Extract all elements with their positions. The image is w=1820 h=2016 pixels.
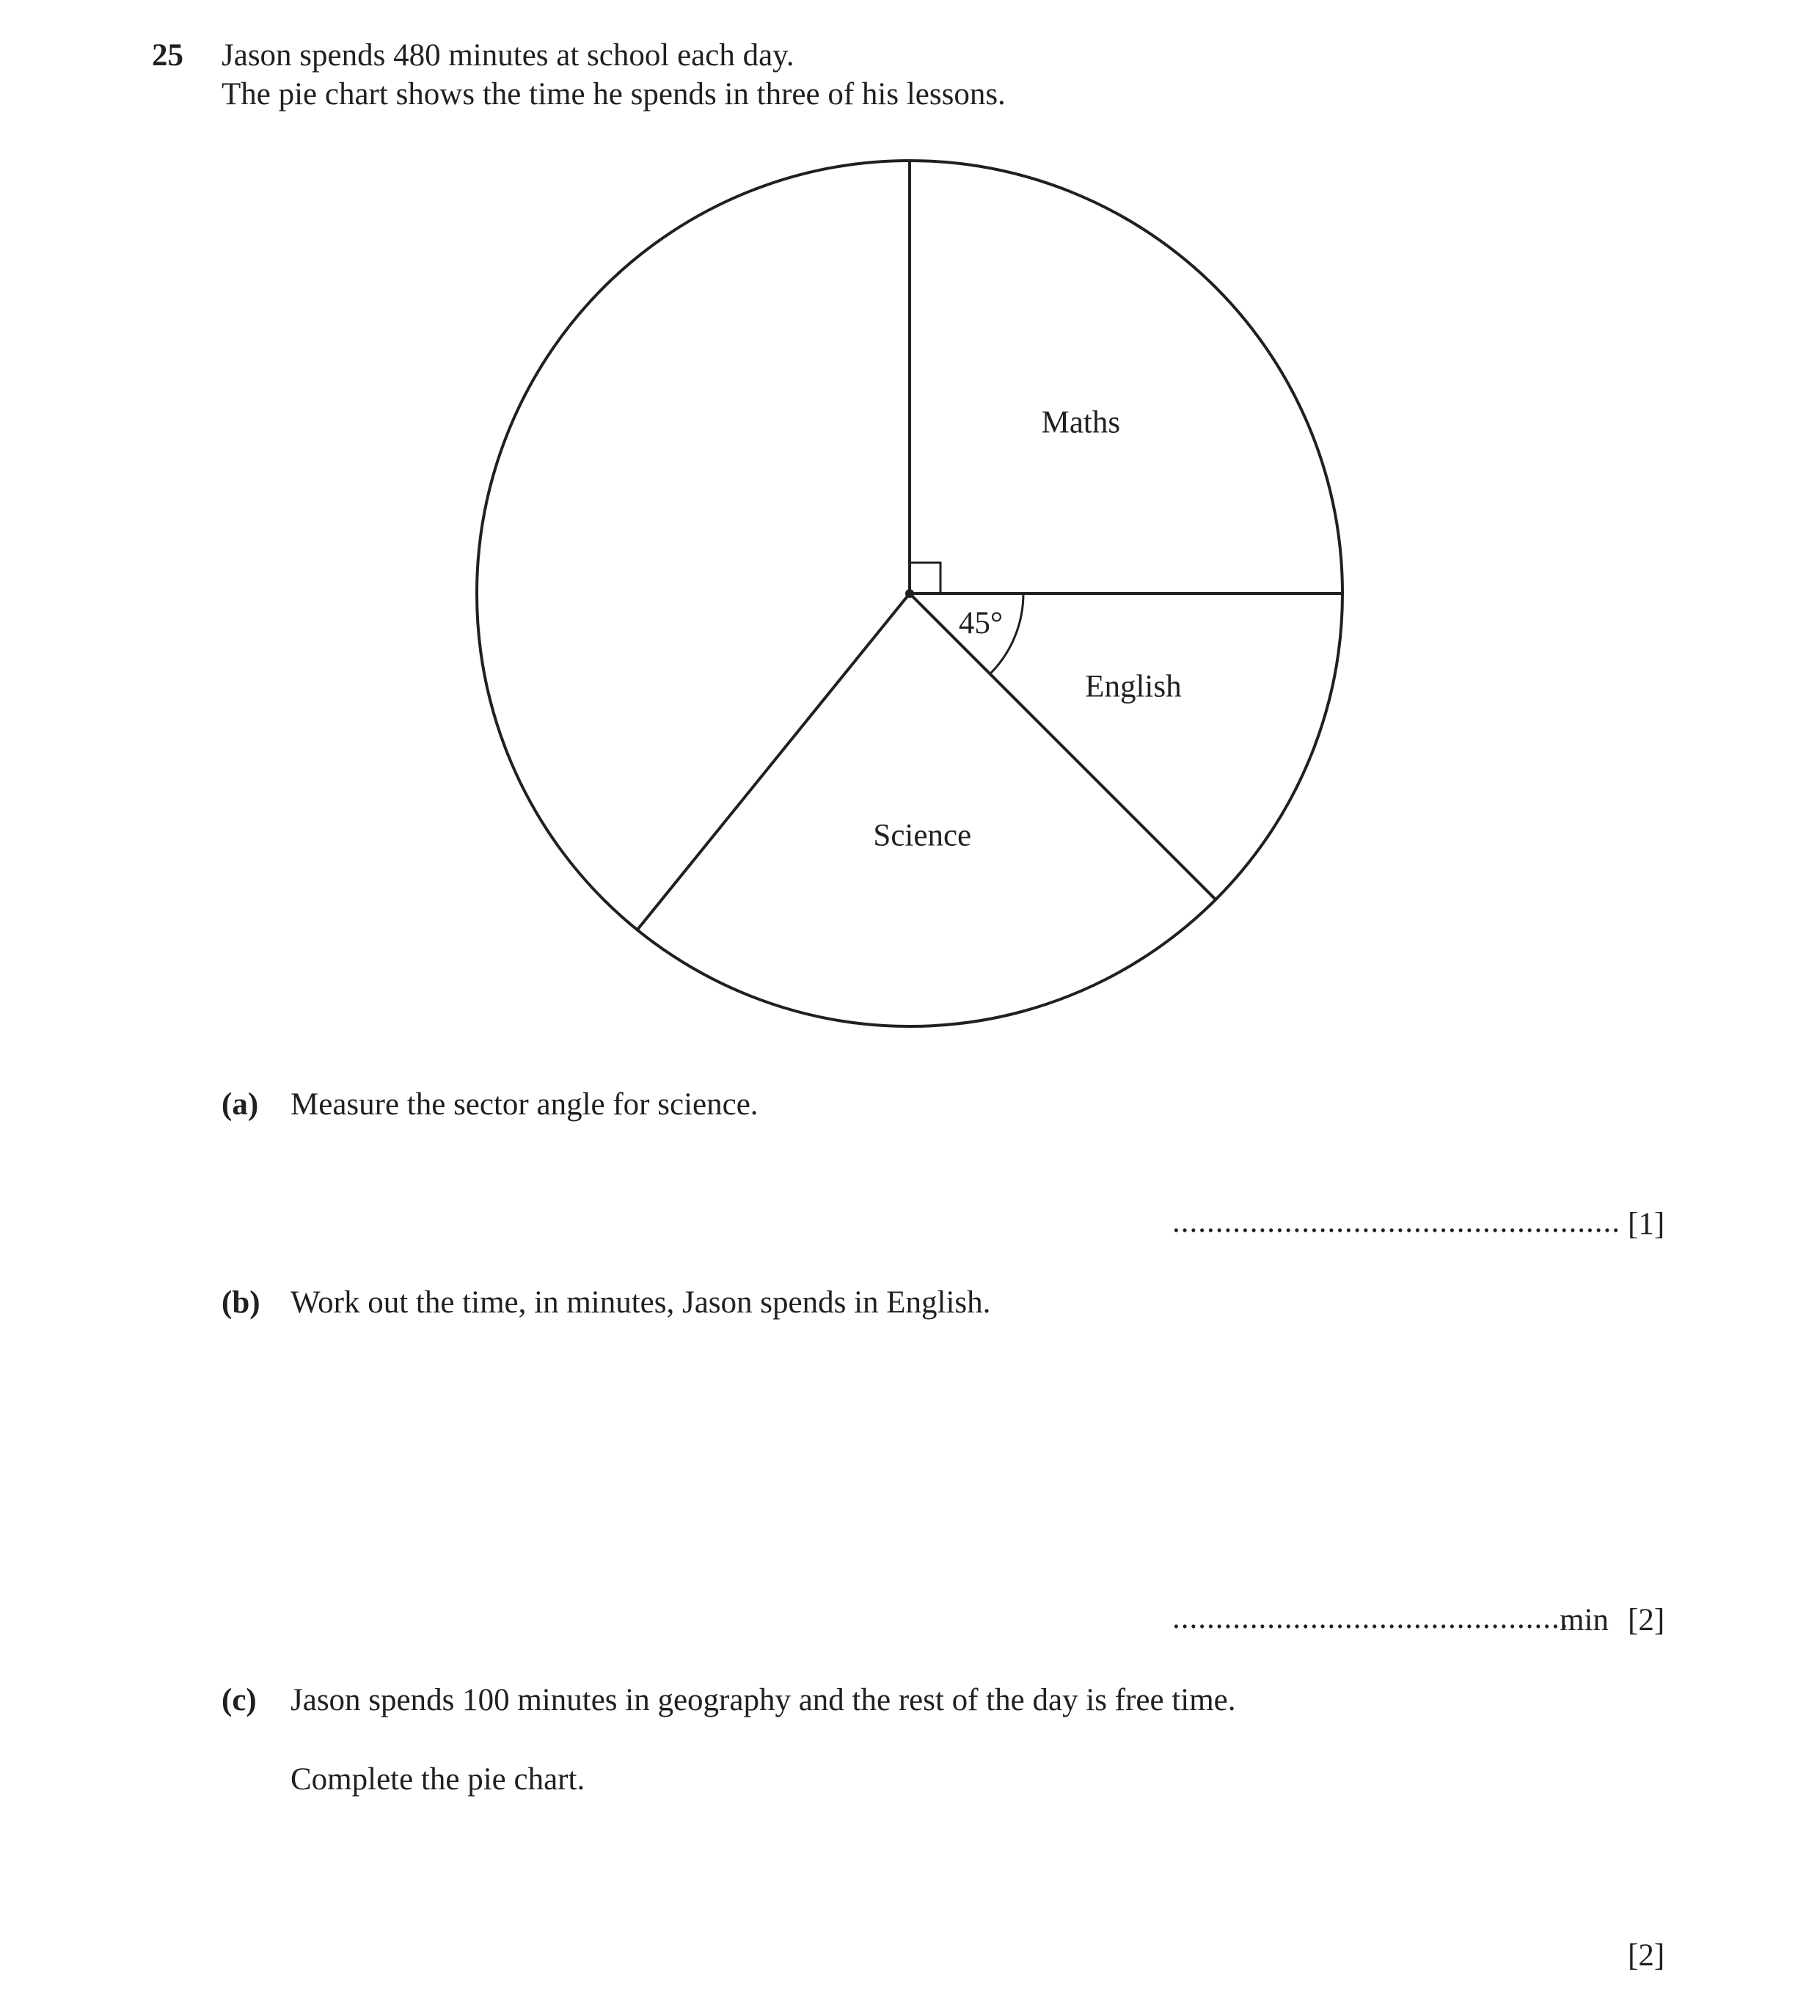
part-b-marks: [2] [1628,1603,1665,1637]
part-b-label: (b) [222,1285,260,1320]
part-a-label: (a) [222,1087,259,1122]
question-number: 25 [152,38,183,73]
part-a-marks: [1] [1628,1207,1665,1241]
question-intro-line-1: Jason spends 480 minutes at school each day. [222,38,794,73]
part-c-marks: [2] [1628,1938,1665,1973]
slice-label-maths: Maths [1041,405,1121,440]
question-intro-line-2: The pie chart shows the time he spends in three of his lessons. [222,77,1006,112]
part-a-answer-line[interactable]: .................................................... [1172,1205,1620,1239]
part-a-question: Measure the sector angle for science. [290,1087,759,1122]
right-angle-marker [910,563,940,594]
slice-label-science: Science [873,818,972,853]
angle-label: 45° [958,606,1004,641]
pie-centre-point [905,589,914,598]
part-c-label: (c) [222,1683,257,1717]
part-c-instruction: Complete the pie chart. [290,1762,585,1797]
pie-radius-line [637,594,910,930]
slice-label-english: English [1085,669,1182,704]
part-b-unit: min [1560,1603,1609,1637]
pie-radius-line [910,594,1216,899]
part-b-answer-line[interactable]: .............................................. [1172,1601,1569,1635]
part-c-question: Jason spends 100 minutes in geography and the rest of the day is free time. [290,1683,1236,1717]
part-b-question: Work out the time, in minutes, Jason spends in English. [290,1285,991,1320]
